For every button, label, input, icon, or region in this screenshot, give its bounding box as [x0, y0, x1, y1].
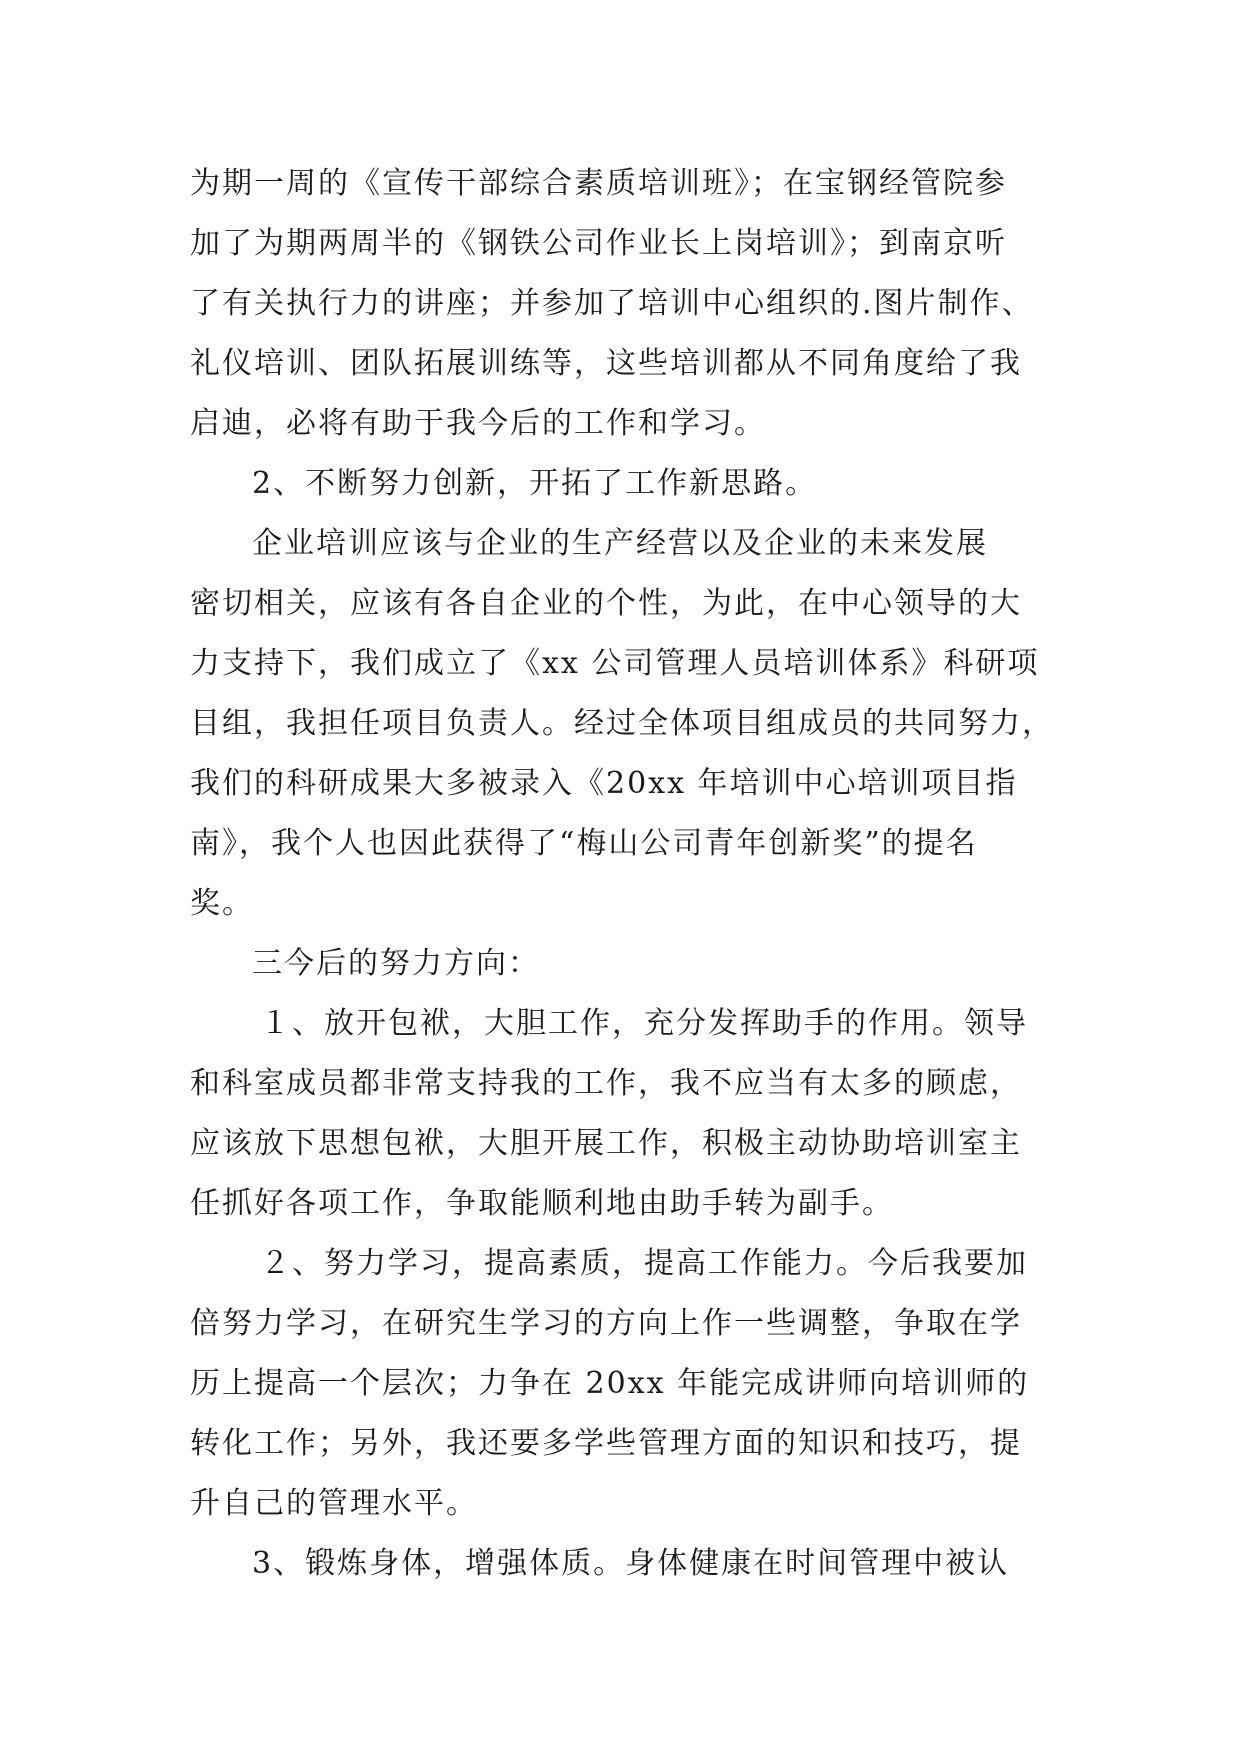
text-line: 奖。 [190, 886, 254, 921]
text-line: 加了为期两周半的《钢铁公司作业长上岗培训》；到南京听 [190, 226, 1007, 261]
text-line: 目组，我担任项目负责人。经过全体项目组成员的共同努力， [190, 706, 1054, 741]
text-line: 礼仪培训、团队拓展训练等，这些培训都从不同角度给了我 [190, 346, 1022, 381]
text-line: 密切相关，应该有各自企业的个性，为此，在中心领导的大 [190, 586, 1022, 621]
text-line: 倍努力学习，在研究生学习的方向上作一些调整，争取在学 [190, 1306, 1022, 1341]
text-line: 应该放下思想包袱，大胆开展工作，积极主动协助培训室主 [190, 1126, 1022, 1161]
section-heading: 三今后的努力方向： [252, 946, 540, 981]
text-line: 转化工作；另外，我还要多学些管理方面的知识和技巧，提 [190, 1426, 1022, 1461]
text-line: 升自己的管理水平。 [190, 1486, 478, 1521]
text-line: 和科室成员都非常支持我的工作，我不应当有太多的顾虑， [190, 1066, 1022, 1101]
text-line: 企业培训应该与企业的生产经营以及企业的未来发展 [252, 526, 988, 561]
text-line: 为期一周的《宣传干部综合素质培训班》；在宝钢经管院参 [190, 166, 1007, 201]
text-line: 任抓好各项工作，争取能顺利地由助手转为副手。 [190, 1186, 894, 1221]
text-line: ２、努力学习，提高素质，提高工作能力。今后我要加 [260, 1246, 1028, 1281]
document-body [190, 154, 1070, 1594]
text-line: 南》，我个人也因此获得了“梅山公司青年创新奖”的提名 [190, 826, 978, 861]
text-line: 3、锻炼身体，增强体质。身体健康在时间管理中被认 [252, 1546, 1010, 1581]
text-line: 力支持下，我们成立了《xx 公司管理人员培训体系》科研项 [190, 646, 1040, 681]
text-line: 启迪，必将有助于我今后的工作和学习。 [190, 406, 766, 441]
text-line: １、放开包袱，大胆工作，充分发挥助手的作用。领导 [260, 1006, 1028, 1041]
text-line: 我们的科研成果大多被录入《20xx 年培训中心培训项目指 [190, 766, 1018, 801]
section-heading: 2、不断努力创新，开拓了工作新思路。 [252, 466, 818, 501]
text-line: 历上提高一个层次；力争在 20xx 年能完成讲师向培训师的 [190, 1366, 1030, 1401]
text-line: 了有关执行力的讲座；并参加了培训中心组织的.图片制作、 [190, 286, 1034, 321]
